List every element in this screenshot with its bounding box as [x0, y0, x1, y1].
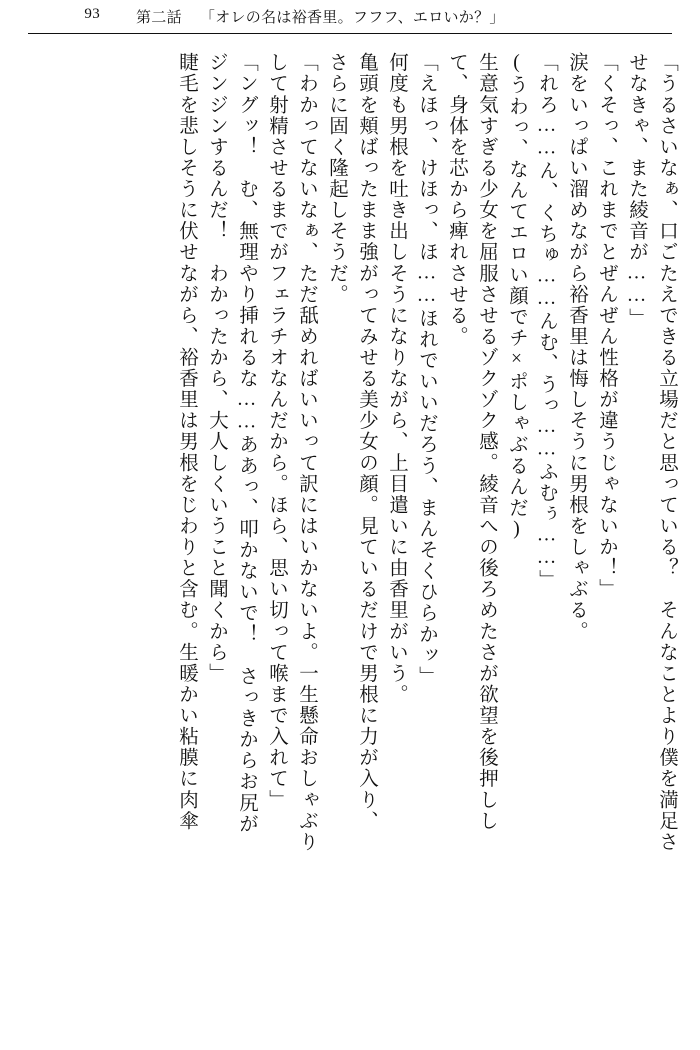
- text-column: 亀頭を頬ばったまま強がってみせる美少女の顔。見ているだけで男根に力が入り、: [356, 52, 377, 832]
- chapter-label: 第二話: [136, 10, 182, 26]
- text-column: さらに固く隆起しそうだ。: [326, 52, 347, 305]
- text-column: て、身体を芯から痺れさせる。: [446, 52, 467, 347]
- text-column: 涙をいっぱい溜めながら裕香里は悔しそうに男根をしゃぶる。: [566, 52, 587, 642]
- text-column: 「れろ……ん、くちゅ……んむ、うっ……ふむぅ……」: [536, 52, 557, 591]
- text-column: 「うるさいなぁ、口ごたえできる立場だと思っている？ そんなことより僕を満足さ: [656, 52, 677, 853]
- text-column: ジンジンするんだ！ わかったから、大人しくいうこと聞くから」: [206, 52, 227, 684]
- page-header: [0, 0, 700, 34]
- text-column: (うわっ、なんてエロい顔でチ×ポしゃぶるんだ): [506, 52, 527, 541]
- text-column: 何度も男根を吐き出しそうになりながら、上目遣いに由香里がいう。: [386, 52, 407, 705]
- text-column: 生意気すぎる少女を屈服させるゾクゾク感。綾音への後ろめたさが欲望を後押しし: [476, 52, 497, 832]
- vertical-text-body: [24, 52, 676, 1012]
- text-column: 「ングッ！ む、無理やり挿れるな……ああっ、叩かないで！ さっきからお尻が: [236, 52, 257, 835]
- chapter-title: 「オレの名は裕香里。フフフ、エロいか？」: [199, 10, 505, 26]
- page-number: 93: [84, 6, 100, 22]
- header-rule: [28, 33, 672, 34]
- text-column: 「くそっ、これまでとぜんぜん性格が違うじゃないか！」: [596, 52, 617, 600]
- text-column: 「えほっ、けほっ、ほ……ほれでいいだろう、まんそくひらかッ」: [416, 52, 437, 687]
- text-column: せなきゃ、また綾音が……」: [626, 52, 647, 329]
- text-column: して射精させるまでがフェラチオなんだから。ほら、思い切って喉まで入れて」: [266, 52, 287, 811]
- text-column: 「わかってないなぁ、ただ舐めればいいって訳にはいかないよ。一生懸命おしゃぶり: [296, 52, 317, 853]
- text-column: 睫毛を悲しそうに伏せながら、裕香里は男根をじわりと含む。生暖かい粘膜に肉傘: [176, 52, 197, 832]
